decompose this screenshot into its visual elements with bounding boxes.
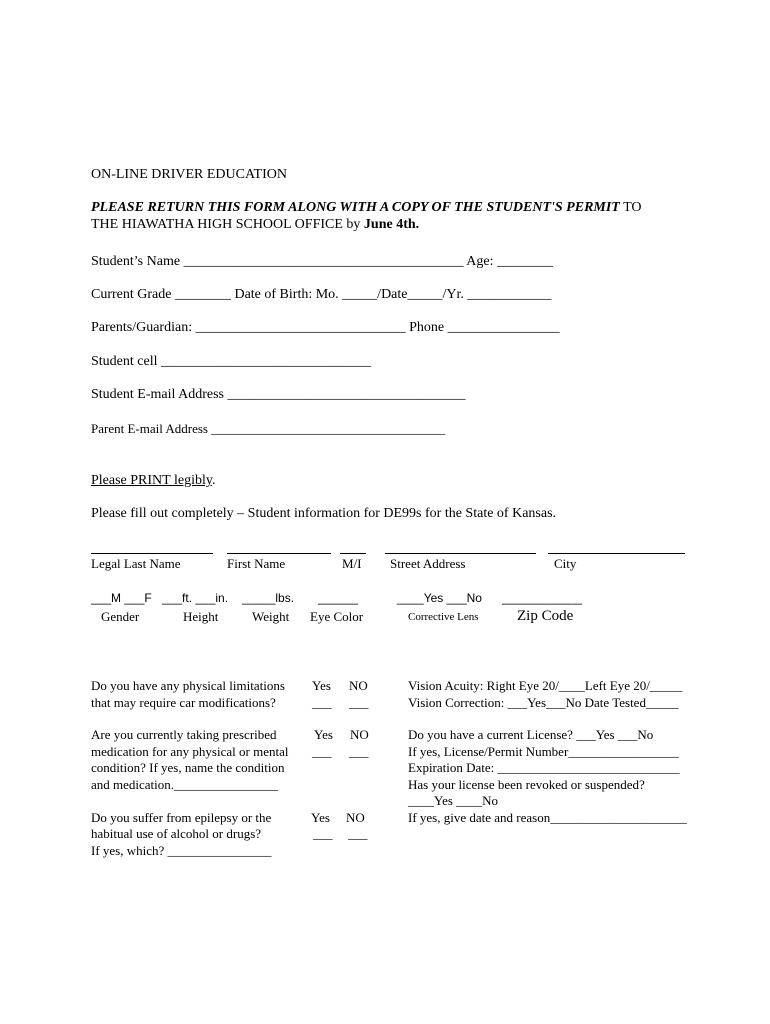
epilepsy-question-line-3: If yes, which? ________________ xyxy=(91,843,272,858)
kansas-note: Please fill out completely – Student information for DE99s for the State of Kansas. xyxy=(91,506,557,521)
eye-color-label: Eye Color xyxy=(310,609,364,624)
height-blank: ___ft. ___in. xyxy=(162,591,229,605)
epilepsy-yes-blank: ___ xyxy=(313,826,333,841)
medication-yes-label: Yes xyxy=(314,727,333,742)
student-cell-field: Student cell ______________________________ xyxy=(91,354,371,369)
medication-yes-blank: ___ xyxy=(312,744,332,759)
limitations-no-label: NO xyxy=(349,678,368,693)
medication-question-line-2: medication for any physical or mental xyxy=(91,744,289,759)
grade-dob-field: Current Grade ________ Date of Birth: Mo. _____/Date_____/Yr. ____________ xyxy=(91,287,552,302)
instructions-deadline: June 4th. xyxy=(363,217,420,232)
license-expiration: Expiration Date: ____________________________ xyxy=(408,760,680,775)
medication-question-line-3: condition? If yes, name the condition xyxy=(91,760,285,775)
student-name-field: Student’s Name ________________________________________ Age: ________ xyxy=(91,254,553,269)
limitations-no-blank: ___ xyxy=(349,695,369,710)
instructions-line-2 xyxy=(91,218,419,232)
license-reason: If yes, give date and reason_____________________ xyxy=(408,810,687,825)
print-legibly-period: . xyxy=(211,473,216,488)
print-legibly-text: Please PRINT legibly xyxy=(91,473,212,488)
corrective-lens-blank: ____Yes ___No xyxy=(397,591,482,605)
medication-no-label: NO xyxy=(350,727,369,742)
instructions-office: THE HIAWATHA HIGH SCHOOL OFFICE by xyxy=(91,217,364,232)
license-permit-number: If yes, License/Permit Number_________________ xyxy=(408,744,679,759)
weight-blank: _____lbs. xyxy=(242,591,295,605)
first-name-label: First Name xyxy=(227,556,286,571)
zip-code-blank: ____________ xyxy=(502,591,583,605)
instructions-emphasis: PLEASE RETURN THIS FORM ALONG WITH A COPY OF THE STUDENT'S PERMIT xyxy=(91,200,620,215)
form-title: ON-LINE DRIVER EDUCATION xyxy=(91,167,287,182)
epilepsy-question-line-2: habitual use of alcohol or drugs? xyxy=(91,826,262,841)
height-label: Height xyxy=(183,609,219,624)
weight-label: Weight xyxy=(252,609,290,624)
limitations-yes-blank: ___ xyxy=(312,695,332,710)
city-label: City xyxy=(554,556,577,571)
corrective-lens-label: Corrective Lens xyxy=(408,611,479,623)
legal-last-name-line xyxy=(91,553,213,554)
limitations-question-line-1: Do you have any physical limitations xyxy=(91,678,285,693)
zip-code-label: Zip Code xyxy=(517,608,574,624)
limitations-yes-label: Yes xyxy=(312,678,331,693)
limitations-question-line-2: that may require car modifications? xyxy=(91,695,276,710)
mi-label: M/I xyxy=(342,556,362,571)
medication-question-line-1: Are you currently taking prescribed xyxy=(91,727,277,742)
instructions-line-1 xyxy=(91,201,642,215)
epilepsy-no-blank: ___ xyxy=(348,826,368,841)
license-revoked: Has your license been revoked or suspended? xyxy=(408,777,645,792)
license-current: Do you have a current License? ___Yes ___No xyxy=(408,727,654,742)
city-line xyxy=(548,553,685,554)
epilepsy-question-line-1: Do you suffer from epilepsy or the xyxy=(91,810,272,825)
medication-question-line-4: and medication.________________ xyxy=(91,777,279,792)
vision-correction: Vision Correction: ___Yes___No Date Tested_____ xyxy=(408,695,679,710)
vision-acuity: Vision Acuity: Right Eye 20/____Left Eye 20/_____ xyxy=(408,678,683,693)
epilepsy-yes-label: Yes xyxy=(311,810,330,825)
instructions-to: TO xyxy=(619,200,642,215)
street-address-label: Street Address xyxy=(390,556,466,571)
legal-last-name-label: Legal Last Name xyxy=(91,556,181,571)
epilepsy-no-label: NO xyxy=(346,810,365,825)
license-revoked-answer: ____Yes ____No xyxy=(408,793,499,808)
gender-blank: ___M ___F xyxy=(91,591,152,605)
eye-color-blank: ______ xyxy=(318,591,359,605)
street-address-line xyxy=(385,553,536,554)
first-name-line xyxy=(227,553,331,554)
mi-line xyxy=(340,553,366,554)
parents-field: Parents/Guardian: ______________________________ Phone ________________ xyxy=(91,320,560,335)
print-legibly-note xyxy=(91,474,215,488)
student-email-field: Student E-mail Address __________________________________ xyxy=(91,387,466,402)
medication-no-blank: ___ xyxy=(349,744,369,759)
gender-label: Gender xyxy=(101,609,140,624)
parent-email-field: Parent E-mail Address ____________________________________ xyxy=(91,421,446,436)
